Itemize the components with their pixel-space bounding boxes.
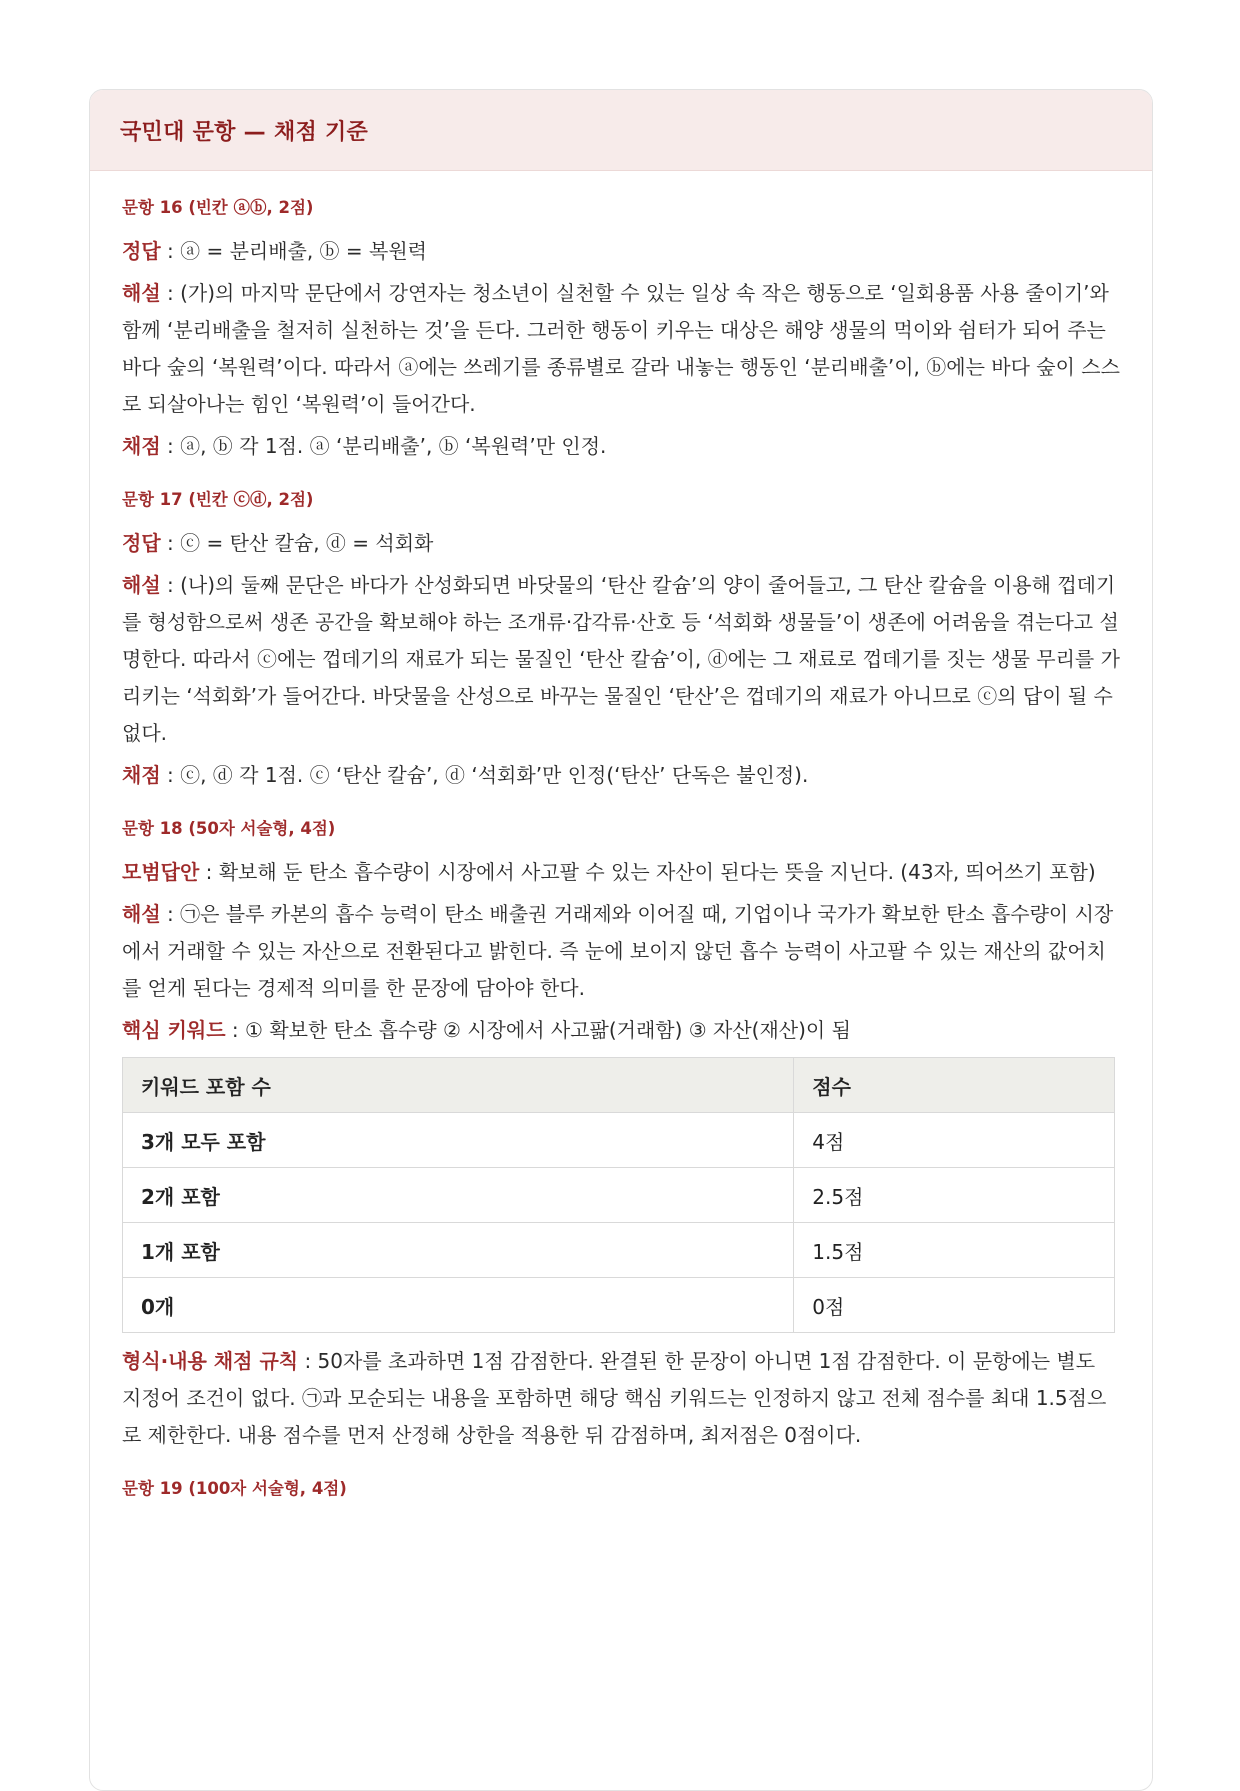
keyword-count-cell: 0개	[123, 1278, 794, 1333]
grading-label: 채점	[122, 434, 161, 458]
answer-label: 정답	[122, 239, 161, 263]
explanation-text: : (가)의 마지막 문단에서 강연자는 청소년이 실천할 수 있는 일상 속 작은 행동으로 ‘일회용품 사용 줄이기’와 함께 ‘분리배출을 철저히 실천하는 것’을 든다. 그러한 행동이 키우는 대상은 해양 생물의 먹이와 쉼터가 되어 주는 바다 숲의 ‘복원력’이다. 따라서 ⓐ에는 쓰레기를 종류별로 갈라 내놓는 행동인 ‘분리배출’이, ⓑ에는 바다 숲이 스스로 되살아나는 힘인 ‘복원력’이 들어간다.	[122, 281, 1120, 416]
q18-keywords	[122, 1012, 1120, 1049]
score-cell: 1.5점	[794, 1223, 1115, 1278]
answer-text: : ⓒ = 탄산 칼슘, ⓓ = 석회화	[160, 531, 434, 555]
keyword-count-cell: 3개 모두 포함	[123, 1113, 794, 1168]
explanation-label: 해설	[122, 281, 161, 305]
question-17	[122, 487, 1120, 794]
score-table	[122, 1057, 1115, 1333]
explanation-text: : (나)의 둘째 문단은 바다가 산성화되면 바닷물의 ‘탄산 칼슘’의 양이 줄어들고, 그 탄산 칼슘을 이용해 껍데기를 형성함으로써 생존 공간을 확보해야 하는 조개류·갑각류·산호 등 ‘석회화 생물들’이 생존에 어려움을 겪는다고 설명한다. 따라서 ⓒ에는 껍데기의 재료가 되는 물질인 ‘탄산 칼슘’이, ⓓ에는 그 재료로 껍데기를 짓는 생물 무리를 가리키는 ‘석회화’가 들어간다. 바닷물을 산성으로 바꾸는 물질인 ‘탄산’은 껍데기의 재료가 아니므로 ⓒ의 답이 될 수 없다.	[122, 573, 1120, 745]
rules-text: : 50자를 초과하면 1점 감점한다. 완결된 한 문장이 아니면 1점 감점한다. 이 문항에는 별도 지정어 조건이 없다. ㉠과 모순되는 내용을 포함하면 해당 핵심 키워드는 인정하지 않고 전체 점수를 최대 1.5점으로 제한한다. 내용 점수를 먼저 산정해 상한을 적용한 뒤 감점하며, 최저점은 0점이다.	[122, 1349, 1107, 1447]
answer-text: : ⓐ = 분리배출, ⓑ = 복원력	[160, 239, 427, 263]
table-row	[123, 1223, 1115, 1278]
keywords-label: 핵심 키워드	[122, 1018, 226, 1042]
explanation-label: 해설	[122, 902, 161, 926]
column-header-keyword-count: 키워드 포함 수	[123, 1058, 794, 1113]
grading-label: 채점	[122, 763, 161, 787]
table-row	[123, 1168, 1115, 1223]
score-cell: 4점	[794, 1113, 1115, 1168]
question-19	[122, 1476, 1120, 1502]
keyword-count-cell: 2개 포함	[123, 1168, 794, 1223]
q16-answer	[122, 233, 1120, 270]
q16-grading	[122, 428, 1120, 465]
q17-answer	[122, 525, 1120, 562]
keyword-count-cell: 1개 포함	[123, 1223, 794, 1278]
model-answer-label: 모범답안	[122, 860, 200, 884]
table-row	[123, 1113, 1115, 1168]
card-body	[90, 171, 1152, 1502]
rules-label: 형식·내용 채점 규칙	[122, 1349, 299, 1373]
grading-card	[89, 89, 1153, 1791]
model-answer-text: : 확보해 둔 탄소 흡수량이 시장에서 사고팔 수 있는 자산이 된다는 뜻을 지닌다. (43자, 띄어쓰기 포함)	[199, 860, 1096, 884]
question-19-heading: 문항 19 (100자 서술형, 4점)	[122, 1479, 347, 1498]
column-header-score: 점수	[794, 1058, 1115, 1113]
explanation-text: : ㉠은 블루 카본의 흡수 능력이 탄소 배출권 거래제와 이어질 때, 기업이나 국가가 확보한 탄소 흡수량이 시장에서 거래할 수 있는 자산으로 전환된다고 밝힌다. 즉 눈에 보이지 않던 흡수 능력이 사고팔 수 있는 재산의 값어치를 얻게 된다는 경제적 의미를 한 문장에 담아야 한다.	[122, 902, 1114, 1000]
q18-model-answer	[122, 854, 1120, 891]
question-18-heading: 문항 18 (50자 서술형, 4점)	[122, 819, 336, 838]
question-16-heading: 문항 16 (빈칸 ⓐⓑ, 2점)	[122, 198, 314, 217]
question-16	[122, 195, 1120, 465]
score-table-header-row	[123, 1058, 1115, 1113]
q17-explanation	[122, 567, 1120, 752]
q17-grading	[122, 757, 1120, 794]
grading-text: : ⓐ, ⓑ 각 1점. ⓐ ‘분리배출’, ⓑ ‘복원력’만 인정.	[160, 434, 607, 458]
score-cell: 0점	[794, 1278, 1115, 1333]
explanation-label: 해설	[122, 573, 161, 597]
q18-explanation	[122, 896, 1120, 1007]
question-18	[122, 816, 1120, 1454]
page-title: 국민대 문항 — 채점 기준	[120, 119, 369, 145]
table-row	[123, 1278, 1115, 1333]
q18-rules	[122, 1343, 1120, 1454]
keywords-text: : ① 확보한 탄소 흡수량 ② 시장에서 사고팖(거래함) ③ 자산(재산)이 됨	[225, 1018, 851, 1042]
card-header	[90, 90, 1152, 171]
question-17-heading: 문항 17 (빈칸 ⓒⓓ, 2점)	[122, 490, 314, 509]
grading-text: : ⓒ, ⓓ 각 1점. ⓒ ‘탄산 칼슘’, ⓓ ‘석회화’만 인정(‘탄산’ 단독은 불인정).	[160, 763, 809, 787]
q16-explanation	[122, 275, 1120, 423]
answer-label: 정답	[122, 531, 161, 555]
score-cell: 2.5점	[794, 1168, 1115, 1223]
